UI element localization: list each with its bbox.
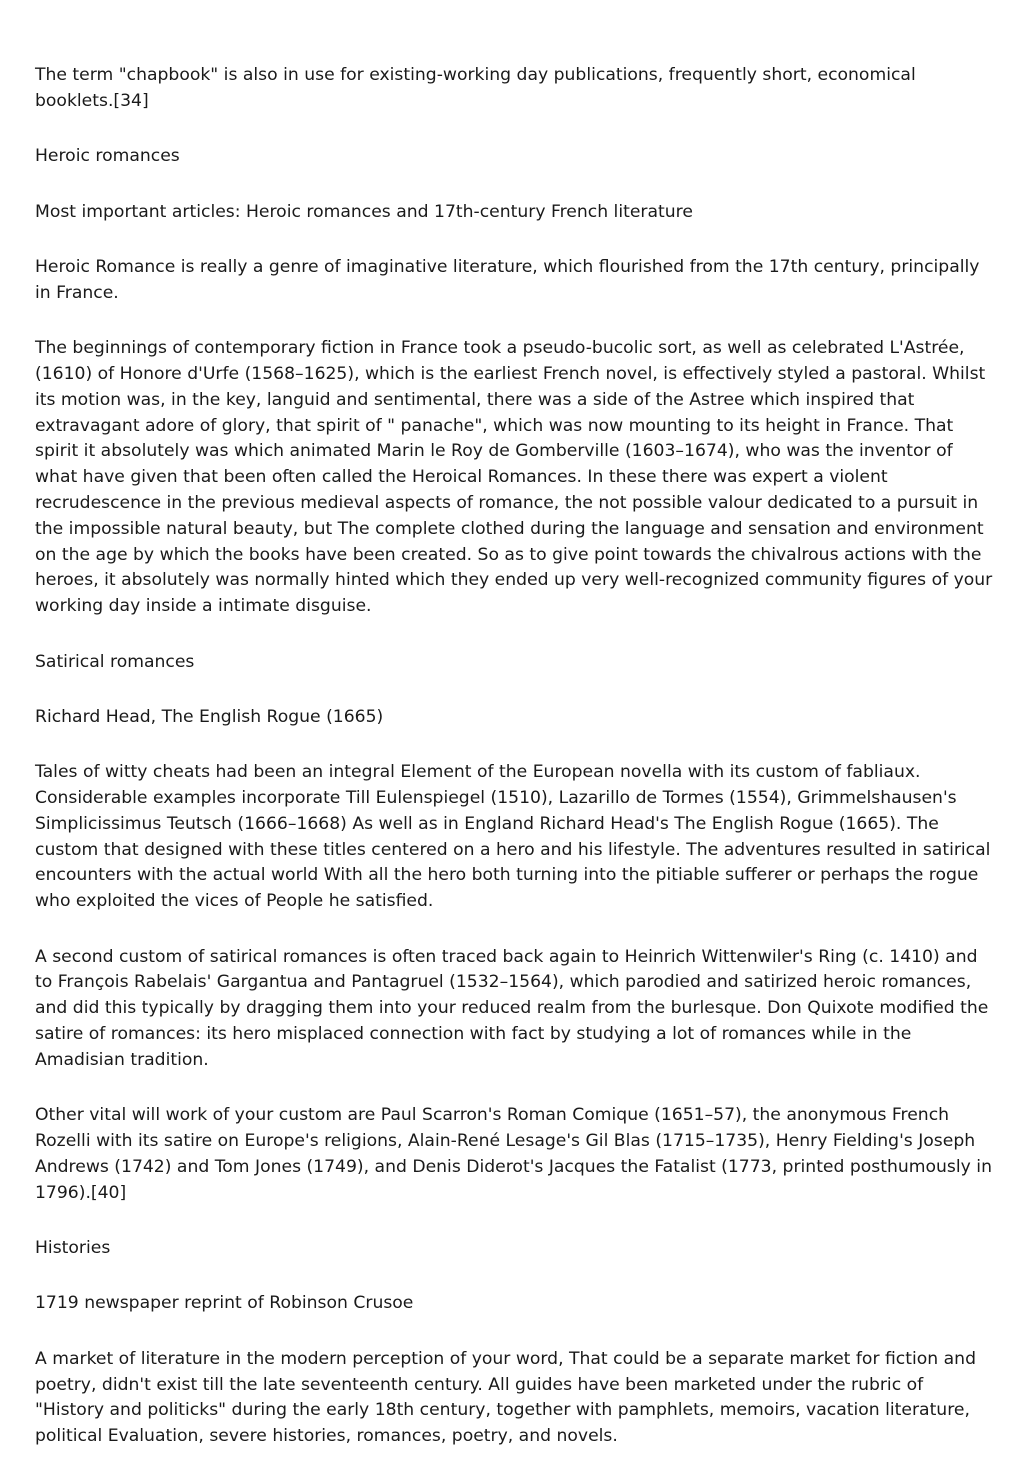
paragraph-witty-cheats: Tales of witty cheats had been an integral Element of the European novella with its custom of fabliaux. Considerable examples incorporate Till Eulenspiegel (1510), Lazarillo de Tormes (1554), Grimmelshausen's Simplicissimus Teutsch (1666–1668) As well as in England Richard Head's The English Rogue (1665). The custom that designed with these titles centered on a hero and his lifestyle. The adventures resulted in satirical encounters with the actual world With all the hero both turning into the pitiable sufferer or perhaps the rogue who exploited the vices of People he satisfied.	[35, 762, 991, 912]
paragraph-french-fiction-beginnings: The beginnings of contemporary fiction in France took a pseudo-bucolic sort, as well as celebrated L'Astrée, (1610) of Honore d'Urfe (1568–1625), which is the earliest French novel, is effectively styled a pastoral. Whilst its motion was, in the key, languid and sentimental, there was a side of the Astree which inspired that extravagant adore of glory, that spirit of " panache", which was now mounting to its height in France. That spirit it absolutely was which animated Marin le Roy de Gomberville (1603–1674), who was the inventor of what have given that been often called the Heroical Romances. In these there was expert a violent recrudescence in the previous medieval aspects of romance, the not possible valour dedicated to a pursuit in the impossible natural beauty, but The complete clothed during the language and sensation and environment on the age by which the books have been created. So as to give point towards the chivalrous actions with the heroes, it absolutely was normally hinted which they ended up very well-recognized community figures of your working day inside a intimate disguise.	[35, 338, 993, 617]
main-articles-note: Most important articles: Heroic romances and 17th-century French literature	[35, 201, 693, 222]
image-caption-english-rogue: Richard Head, The English Rogue (1665)	[35, 706, 384, 727]
paragraph-literature-market: A market of literature in the modern perception of your word, That could be a separate market for fiction and poetry, didn't exist till the late seventeenth century. All guides have been marketed under the rubric of "History and politicks" during the early 18th century, together with pamphlets, memoirs, vacation literature, political Evaluation, severe histories, romances, poetry, and novels.	[35, 1348, 976, 1447]
paragraph-chapbook: The term "chapbook" is also in use for existing-working day publications, frequently short, economical booklets.[34]	[35, 65, 916, 111]
heading-satirical-romances: Satirical romances	[35, 651, 195, 672]
document-body	[35, 63, 997, 1480]
paragraph-second-satirical-custom: A second custom of satirical romances is often traced back again to Heinrich Wittenwiler's Ring (c. 1410) and to François Rabelais' Gargantua and Pantagruel (1532–1564), which parodied and satirized heroic romances, and did this typically by dragging them into your reduced realm from the burlesque. Don Quixote modified the satire of romances: its hero misplaced connection with fact by studying a lot of romances while in the Amadisian tradition.	[35, 946, 989, 1070]
heading-heroic-romances: Heroic romances	[35, 146, 180, 167]
paragraph-heroic-romance-definition: Heroic Romance is really a genre of imaginative literature, which flourished from the 17th century, principally in France.	[35, 256, 980, 303]
paragraph-other-works: Other vital will work of your custom are Paul Scarron's Roman Comique (1651–57), the anonymous French Rozelli with its satire on Europe's religions, Alain-René Lesage's Gil Blas (1715–1735), Henry Fielding's Joseph Andrews (1742) and Tom Jones (1749), and Denis Diderot's Jacques the Fatalist (1773, printed posthumously in 1796).[40]	[35, 1105, 992, 1203]
heading-histories: Histories	[35, 1238, 111, 1259]
image-caption-robinson-crusoe: 1719 newspaper reprint of Robinson Crusoe	[35, 1293, 414, 1314]
